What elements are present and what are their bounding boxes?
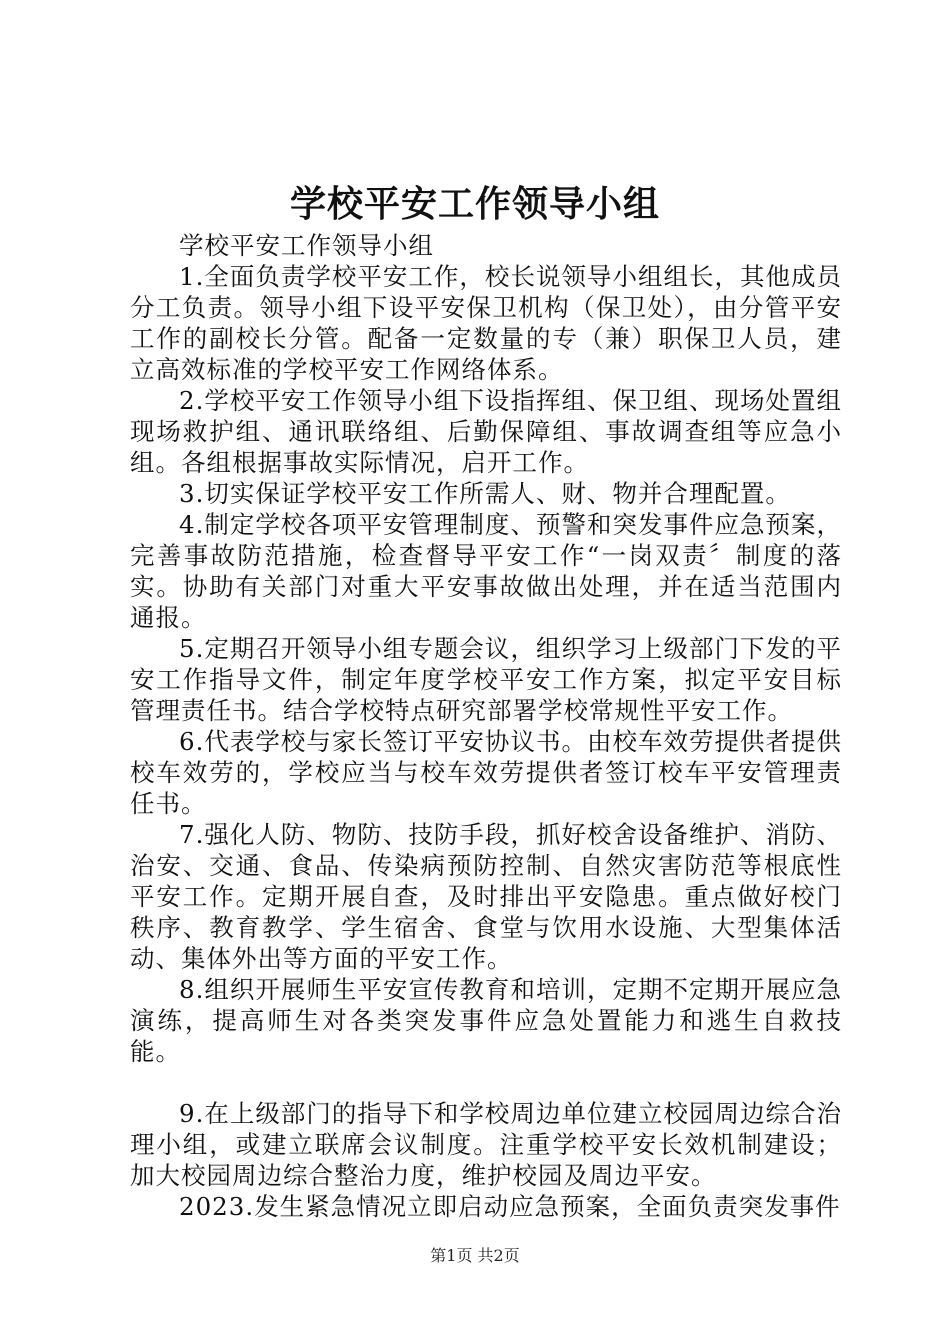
paragraph-item-10: 2023.发生紧急情况立即启动应急预案，全面负责突发事件 — [179, 1192, 841, 1221]
page-number-footer: 第1页 共2页 — [430, 1246, 520, 1265]
paragraph-item-2: 2.学校平安工作领导小组下设指挥组、保卫组、现场处置组现场救护组、通讯联络组、后勤保障组、事故调查组等应急小组。各组根据事故实际情况，启开工作。 — [130, 386, 842, 477]
document-title: 学校平安工作领导小组 — [289, 183, 660, 225]
paragraph-item-6: 6.代表学校与家长签订平安协议书。由校车效劳提供者提供校车效劳的，学校应当与校车效劳提供者签订校车平安管理责任书。 — [130, 727, 842, 818]
paragraph-subtitle: 学校平安工作领导小组 — [179, 231, 434, 260]
paragraph-item-4: 4.制定学校各项平安管理制度、预警和突发事件应急预案，完善事故防范措施，检查督导平安工作“一岗双责〞制度的落实。协助有关部门对重大平安事故做出处理，并在适当范围内通报。 — [130, 510, 842, 632]
paragraph-item-1: 1.全面负责学校平安工作，校长说领导小组组长，其他成员分工负责。领导小组下设平安保卫机构（保卫处），由分管平安工作的副校长分管。配备一定数量的专（兼）职保卫人员，建立高效标准的学校平安工作网络体系。 — [130, 262, 842, 384]
paragraph-item-3: 3.切实保证学校平安工作所需人、财、物并合理配置。 — [179, 479, 791, 508]
document-body — [130, 230, 842, 1222]
paragraph-item-7: 7.强化人防、物防、技防手段，抓好校舍设备维护、消防、治安、交通、食品、传染病预防控制、自然灾害防范等根底性平安工作。定期开展自查，及时排出平安隐患。重点做好校门秩序、教育教学、学生宿舍、食堂与饮用水设施、大型集体活动、集体外出等方面的平安工作。 — [130, 820, 842, 973]
paragraph-item-8: 8.组织开展师生平安宣传教育和培训，定期不定期开展应急演练，提高师生对各类突发事件应急处置能力和逃生自救技能。 — [130, 975, 842, 1066]
paragraph-item-5: 5.定期召开领导小组专题会议，组织学习上级部门下发的平安工作指导文件，制定年度学校平安工作方案，拟定平安目标管理责任书。结合学校特点研究部署学校常规性平安工作。 — [130, 634, 842, 725]
paragraph-item-9: 9.在上级部门的指导下和学校周边单位建立校园周边综合治理小组，或建立联席会议制度。注重学校平安长效机制建设；加大校园周边综合整治力度，维护校园及周边平安。 — [130, 1099, 842, 1190]
